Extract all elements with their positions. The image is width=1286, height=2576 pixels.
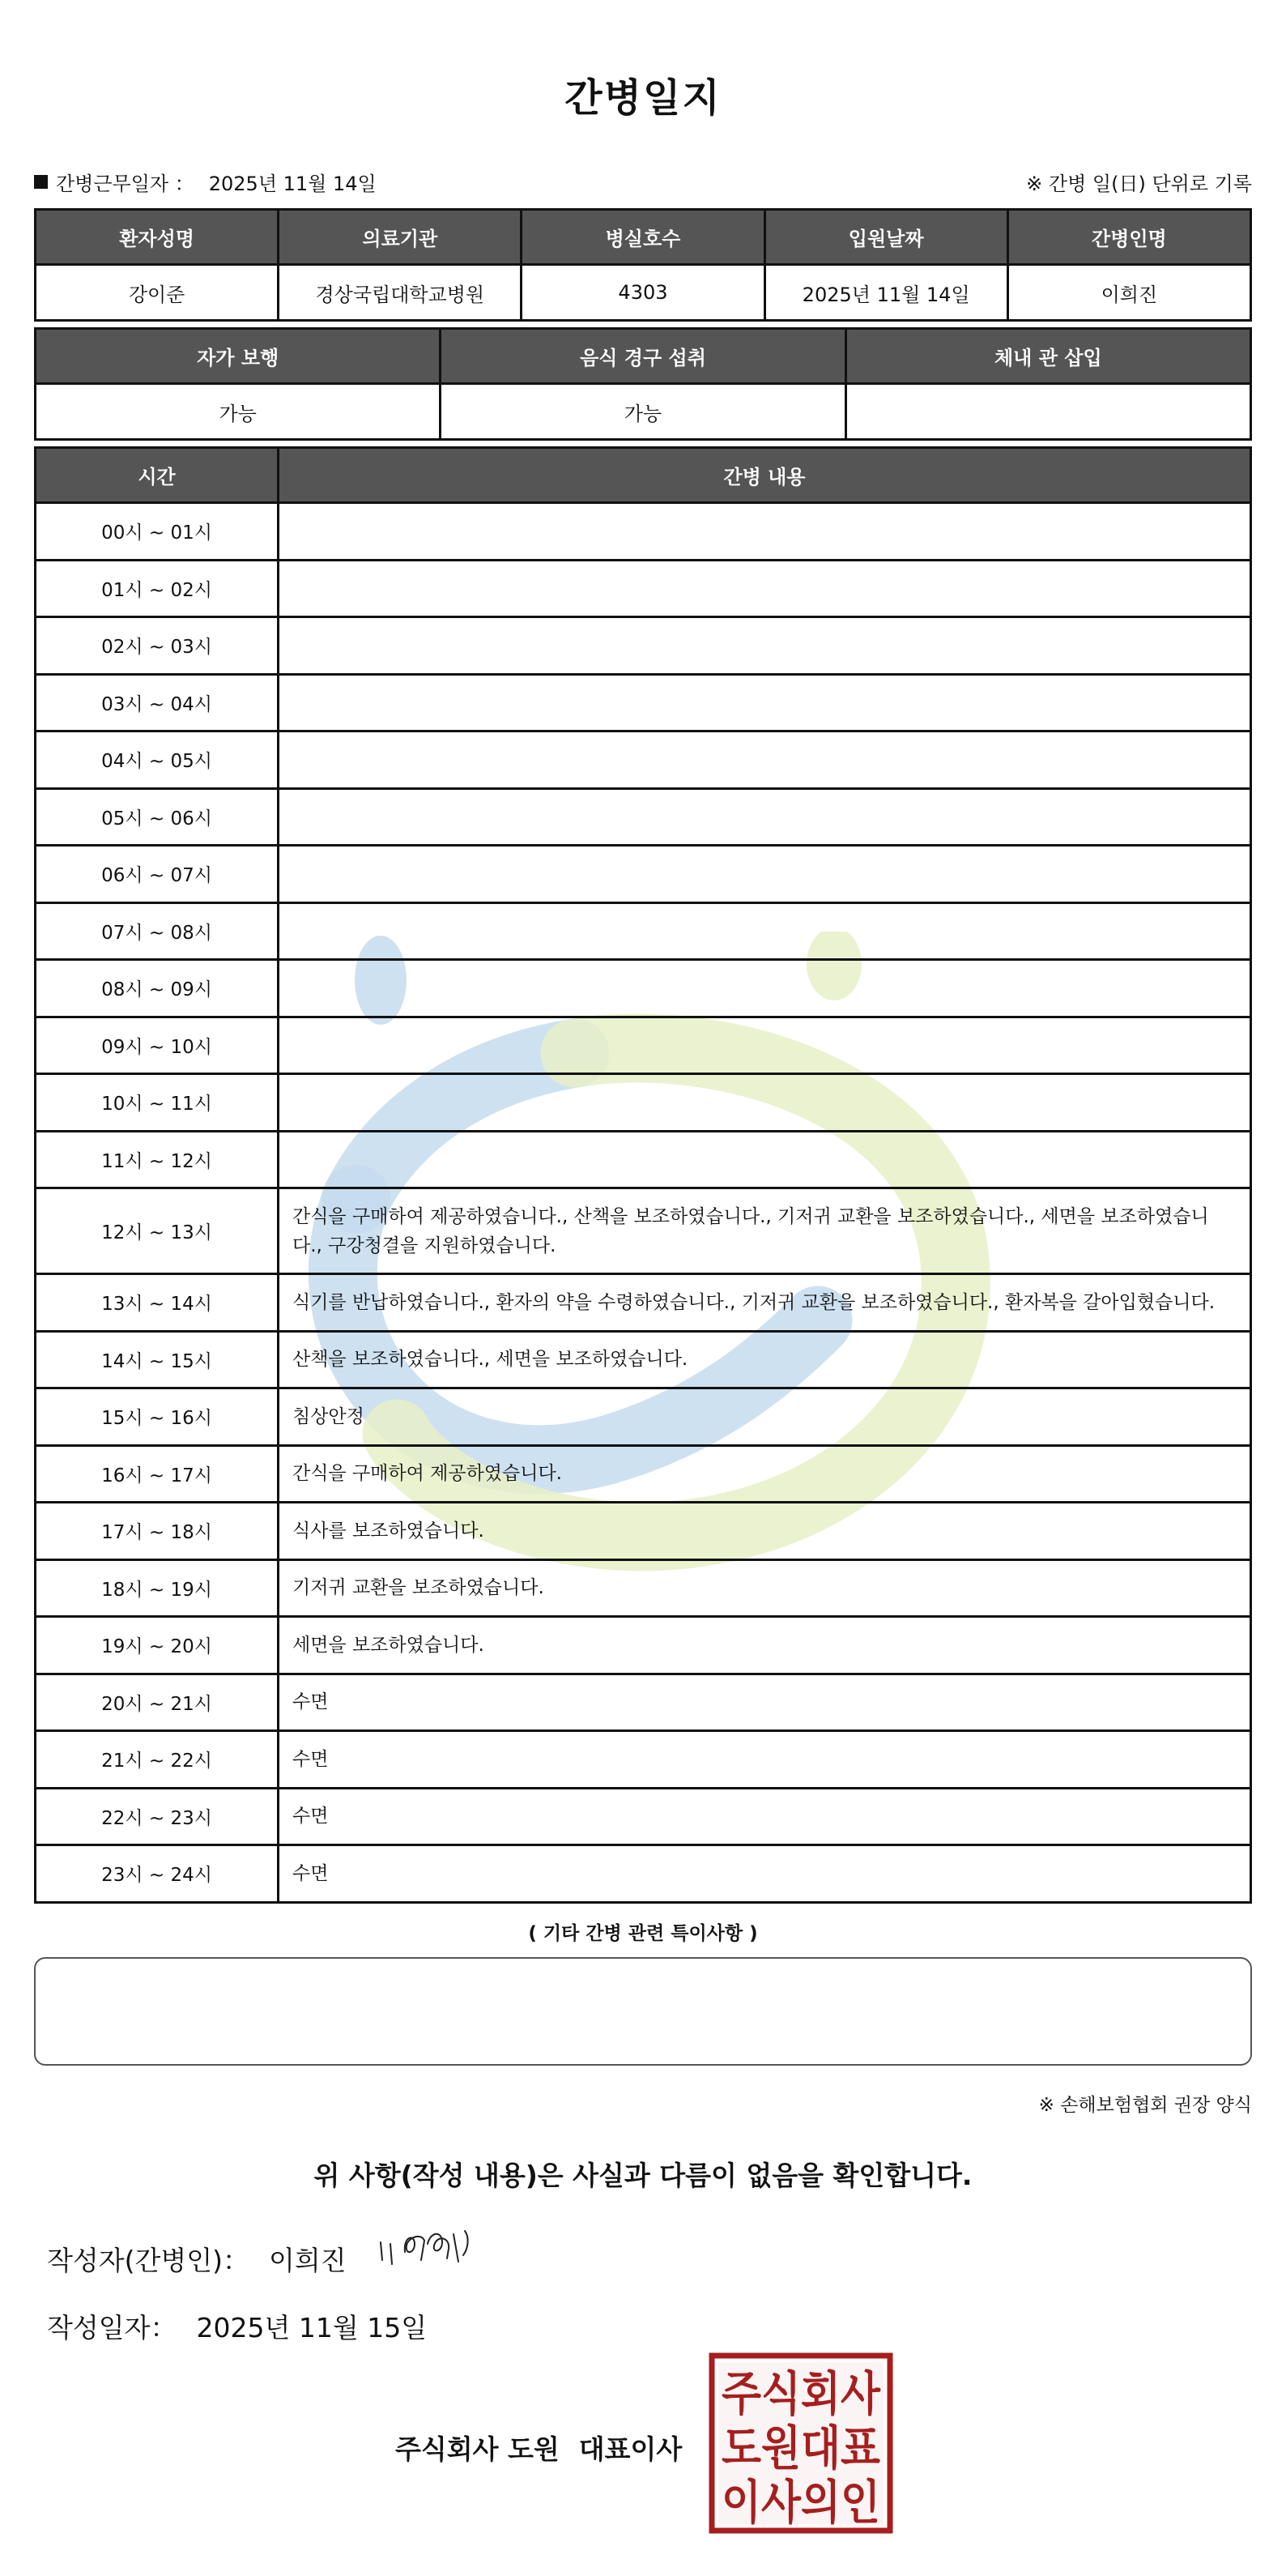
hospital-name: 경상국립대학교병원 [279,265,522,321]
table-row [36,846,1251,903]
self-walking-value: 가능 [36,384,441,440]
table-row [36,1274,1251,1332]
handwritten-signature [373,2220,494,2284]
svg-text:도원대표: 도원대표 [722,2420,880,2476]
time-cell: 15시 ~ 16시 [36,1388,279,1446]
table-row [36,960,1251,1017]
work-date-line [34,168,377,196]
content-cell: 수면 [279,1788,1251,1845]
care-log-table [34,446,1252,1904]
table-row [36,560,1251,617]
tube-insertion-value [845,384,1250,440]
time-cell: 09시 ~ 10시 [36,1017,279,1074]
time-cell: 03시 ~ 04시 [36,674,279,731]
content-cell: 간식을 구매하여 제공하였습니다. [279,1445,1251,1503]
header-oral-intake: 음식 경구 섭취 [441,329,845,384]
content-cell [279,617,1251,675]
header-patient-name: 환자성명 [36,210,279,265]
table-row [36,1731,1251,1789]
header-room-number: 병실호수 [522,210,764,265]
time-cell: 04시 ~ 05시 [36,731,279,789]
work-date-value: 2025년 11월 14일 [208,173,377,195]
table-row [36,1188,1251,1274]
content-cell [279,788,1251,846]
content-cell [279,902,1251,960]
caregiver-name: 이희진 [1007,265,1250,321]
table-row [36,1503,1251,1560]
time-cell: 19시 ~ 20시 [36,1617,279,1674]
table-row [36,731,1251,789]
header-caregiver-name: 간병인명 [1007,210,1250,265]
square-bullet-icon [34,175,48,189]
table-row [36,1445,1251,1503]
time-cell: 07시 ~ 08시 [36,902,279,960]
date-line [47,2307,427,2345]
table-row [36,617,1251,675]
content-cell: 세면을 보조하였습니다. [279,1617,1251,1674]
admission-date: 2025년 11월 14일 [764,265,1007,321]
content-cell: 식기를 반납하였습니다., 환자의 약을 수령하였습니다., 기저귀 교환을 보조하였습니다., 환자복을 갈아입혔습니다. [279,1274,1251,1332]
time-cell: 20시 ~ 21시 [36,1674,279,1731]
author-label: 작성자(간병인)： [47,2245,250,2276]
unit-note: ※ 간병 일(日) 단위로 기록 [1026,173,1252,195]
header-admission-date: 입원날짜 [764,210,1007,265]
company-name: 주식회사 도원 [395,2433,560,2465]
table-row [36,1388,1251,1446]
document-title: 간병일지 [564,75,722,121]
table-row [36,902,1251,960]
notes-box[interactable] [34,1957,1252,2066]
content-cell [279,960,1251,1017]
header-tube-insertion: 체내 관 삽입 [845,329,1250,384]
content-cell [279,560,1251,617]
recommendation-note: ※ 손해보험협회 권장 양식 [1038,2095,1252,2116]
date-value: 2025년 11월 15일 [196,2312,428,2344]
company-seal [708,2352,894,2535]
oral-intake-value: 가능 [441,384,845,440]
content-cell: 기저귀 교환을 보조하였습니다. [279,1559,1251,1617]
time-cell: 05시 ~ 06시 [36,788,279,846]
content-cell [279,846,1251,903]
time-cell: 17시 ~ 18시 [36,1503,279,1560]
table-row [36,1845,1251,1903]
time-cell: 06시 ~ 07시 [36,846,279,903]
time-cell: 01시 ~ 02시 [36,560,279,617]
time-cell: 02시 ~ 03시 [36,617,279,675]
svg-text:주식회사: 주식회사 [722,2366,881,2421]
svg-text:이사의인: 이사의인 [722,2475,880,2530]
author-name: 이희진 [269,2245,347,2276]
table-row [36,674,1251,731]
time-cell: 13시 ~ 14시 [36,1274,279,1332]
header-care-content: 간병 내용 [279,448,1251,503]
time-cell: 22시 ~ 23시 [36,1788,279,1845]
patient-status-table [34,327,1252,441]
content-cell: 수면 [279,1731,1251,1789]
time-cell: 12시 ~ 13시 [36,1188,279,1274]
date-label: 작성일자： [47,2312,177,2344]
content-cell: 수면 [279,1674,1251,1731]
table-row [36,1131,1251,1188]
time-cell: 23시 ~ 24시 [36,1845,279,1903]
header-self-walking: 자가 보행 [36,329,441,384]
work-date-label: 간병근무일자 ： [56,173,194,195]
time-cell: 10시 ~ 11시 [36,1074,279,1132]
time-cell: 11시 ~ 12시 [36,1131,279,1188]
table-row [36,788,1251,846]
table-row [36,1674,1251,1731]
content-cell: 침상안정 [279,1388,1251,1446]
table-row [36,1331,1251,1388]
time-cell: 08시 ~ 09시 [36,960,279,1017]
table-row [36,503,1251,561]
time-cell: 14시 ~ 15시 [36,1331,279,1388]
content-cell [279,1017,1251,1074]
time-cell: 18시 ~ 19시 [36,1559,279,1617]
table-row [36,1074,1251,1132]
table-row [36,1559,1251,1617]
content-cell [279,503,1251,561]
content-cell [279,674,1251,731]
time-cell: 21시 ~ 22시 [36,1731,279,1789]
company-line [395,2429,682,2467]
content-cell: 간식을 구매하여 제공하였습니다., 산책을 보조하였습니다., 기저귀 교환을 보조하였습니다., 세면을 보조하였습니다., 구강청결을 지원하였습니다. [279,1188,1251,1274]
author-line [47,2240,347,2278]
header-time: 시간 [36,448,279,503]
patient-info-table [34,208,1252,322]
time-cell: 16시 ~ 17시 [36,1445,279,1503]
content-cell: 산책을 보조하였습니다., 세면을 보조하였습니다. [279,1331,1251,1388]
table-row [36,1617,1251,1674]
table-row [36,1017,1251,1074]
company-title: 대표이사 [578,2433,683,2465]
header-hospital: 의료기관 [279,210,522,265]
content-cell: 수면 [279,1845,1251,1903]
patient-name: 강이준 [36,265,279,321]
confirmation-statement: 위 사항(작성 내용)은 사실과 다름이 없음을 확인합니다. [313,2160,973,2191]
content-cell [279,1131,1251,1188]
table-row [36,1788,1251,1845]
time-cell: 00시 ~ 01시 [36,503,279,561]
content-cell [279,731,1251,789]
content-cell: 식사를 보조하였습니다. [279,1503,1251,1560]
notes-title: ( 기타 간병 관련 특이사항 ) [528,1923,758,1944]
room-number: 4303 [522,265,764,321]
content-cell [279,1074,1251,1132]
